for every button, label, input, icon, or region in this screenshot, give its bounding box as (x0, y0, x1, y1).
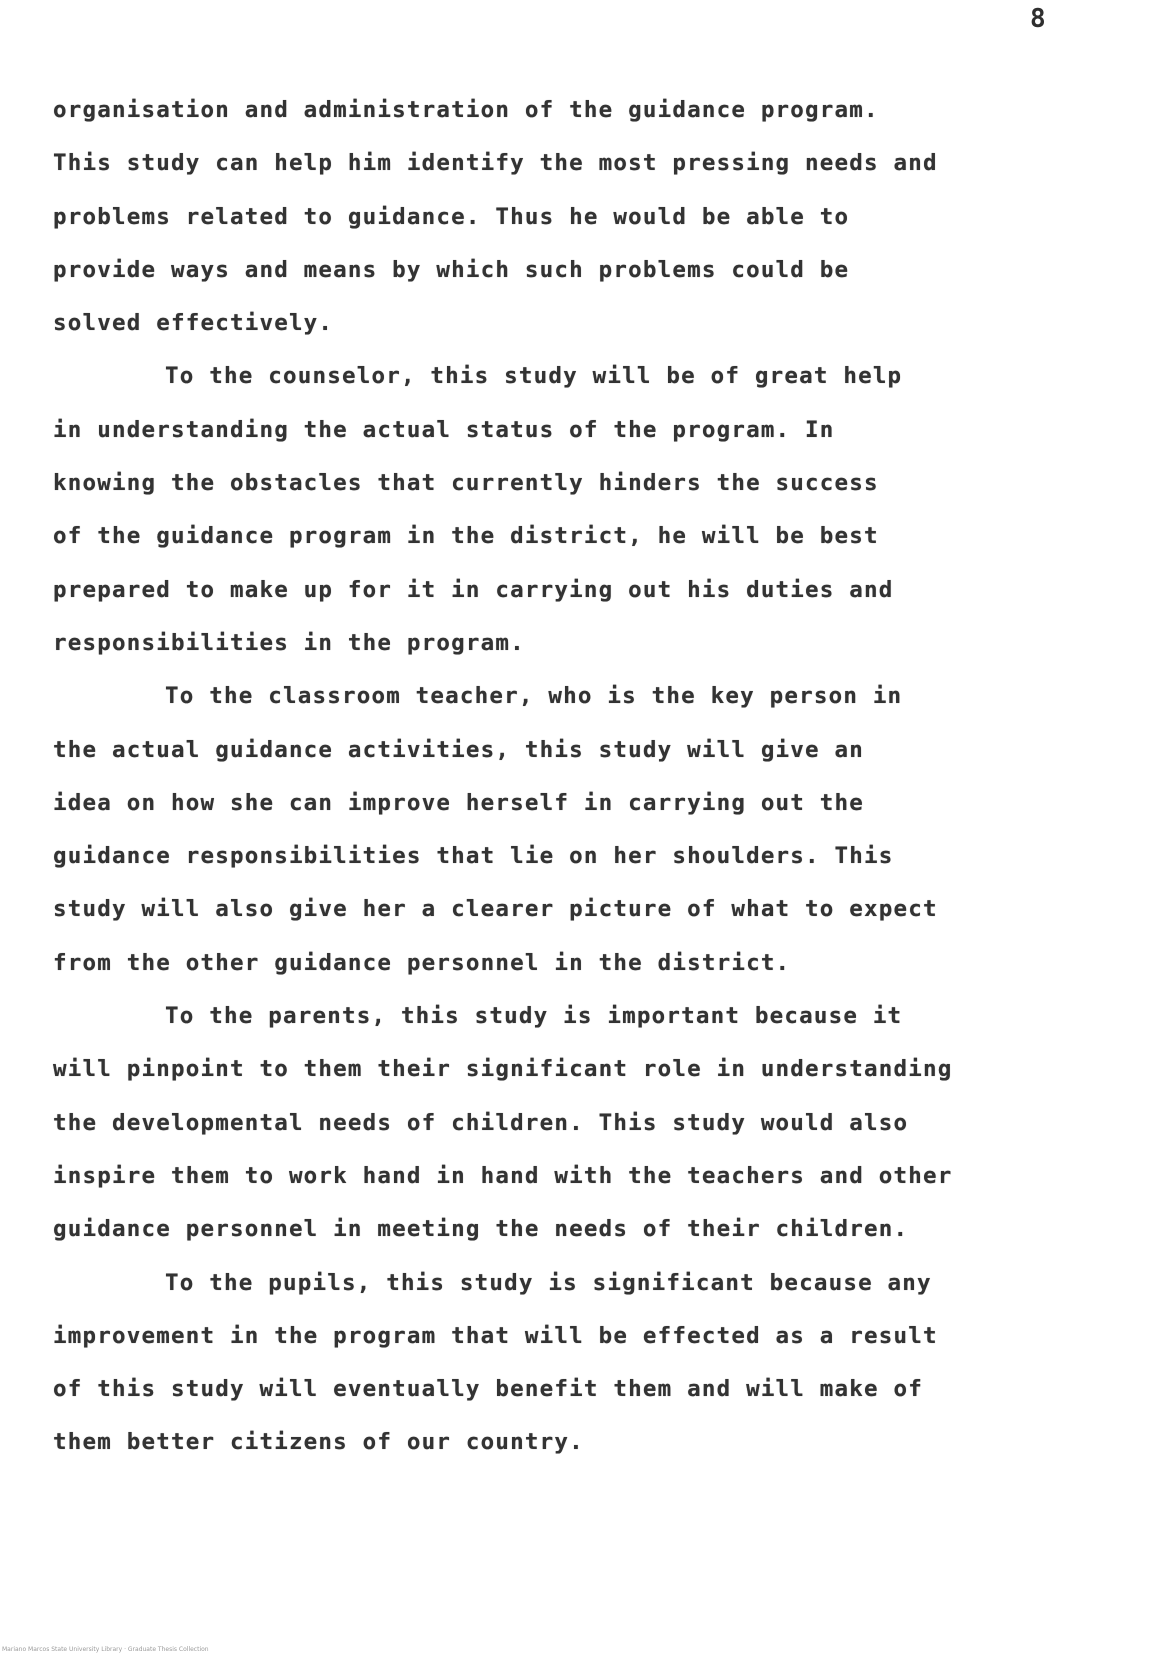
text-line: of the guidance program in the district, he will be best (53, 523, 879, 550)
text-line: problems related to guidance. Thus he would be able to (53, 203, 850, 230)
text-line: of this study will eventually benefit them and will make of (53, 1376, 924, 1403)
text-line: This study can help him identify the most pressing needs and (53, 150, 938, 177)
text-line: will pinpoint to them their significant role in understanding (53, 1056, 953, 1083)
page-number: 8 (1030, 4, 1046, 34)
paragraph-first-line: To the classroom teacher, who is the key person in (165, 683, 903, 710)
paragraph-first-line: To the parents, this study is important because it (165, 1003, 903, 1030)
text-line: study will also give her a clearer picture of what to expect (53, 896, 938, 923)
text-line: responsibilities in the program. (53, 629, 525, 656)
text-line: inspire them to work hand in hand with the teachers and other (53, 1162, 953, 1189)
paragraph-first-line: To the counselor, this study will be of great help (165, 363, 903, 390)
text-line: the developmental needs of children. This study would also (53, 1109, 909, 1136)
text-line: from the other guidance personnel in the district. (53, 949, 791, 976)
text-line: knowing the obstacles that currently hinders the success (53, 470, 879, 497)
paragraph-first-line: To the pupils, this study is significant because any (165, 1269, 932, 1296)
text-line: solved effectively. (53, 310, 334, 337)
text-line: the actual guidance activities, this study will give an (53, 736, 865, 763)
text-line: in understanding the actual status of the program. In (53, 416, 835, 443)
footer-note: Mariano Marcos State University Library · Graduate Thesis Collection (2, 1646, 209, 1653)
text-line: organisation and administration of the guidance program. (53, 97, 879, 123)
text-line: prepared to make up for it in carrying out his duties and (53, 576, 894, 603)
text-line: idea on how she can improve herself in carrying out the (53, 789, 865, 816)
body-text (53, 84, 1083, 1470)
text-line: improvement in the program that will be effected as a result (53, 1322, 938, 1349)
text-line: guidance personnel in meeting the needs of their children. (53, 1216, 909, 1243)
text-line: guidance responsibilities that lie on her shoulders. This (53, 843, 894, 870)
text-line: them better citizens of our country. (53, 1429, 584, 1456)
text-line: provide ways and means by which such problems could be (53, 256, 850, 283)
